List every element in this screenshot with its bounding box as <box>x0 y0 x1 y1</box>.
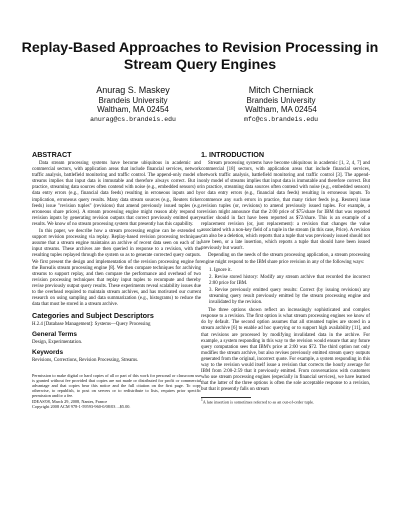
list-item: 2. Revise stored history: Modify any stream archive that recorded the incorrect 2:00 price for IBM. <box>209 274 370 286</box>
intro-paragraph-3: The three options shown reflect an increasingly sophisticated and complex response to a revision. The first option is what stream processing engines we know of do by default. The second option assumes that all streamed tuples are stored in a stream archive [6] to enable ad hoc querying or to support high availability [11], and that revisions are processed by modifying invalidated data in the archive. For example, a system responding in this way to the revision would ensure that any future query computation sees that IBM's price at 2:00 was $72. The third option not only modifies the stream archive, but also revises previously emitted stream query outputs generated from the original, incorrect quote. For example, a system responding in this way to the revision would itself issue a revision that corrects the hourly average for IBM from 2:00-2:59 that it previously emitted. From conversations with customers who use stream processing engines (especially in financial services), we have learned that the latter of the three options is often the sole acceptable response to a revision, but that it presently falls on stream <box>201 308 370 393</box>
footnote-marker: 1 <box>201 398 203 403</box>
abstract-paragraph-2: In this paper, we describe how a stream processing engine can be extended to support revision processing via replay. Replay-based revision processing techniques assume that a stream engine maintains an archive of recent data seen on each of its input streams. These archives are then queried in response to a revision, with the resulting tuples replayed through the system so as to generate corrected query outputs. We first present the design and implementation of the revision processing engine for the Borealis stream processing engine [8]. We then compare techniques for archiving streams to support replay, and then compare the performance and overhead of two revision processing techniques that replay input tuples to recompute and thereby revise previously output query results. These experiments reveal scalability issues due to the overhead required to maintain stream archives, and has motivated our current research on using sampling and data summarization (e.g., histograms) to reduce the data that must be stored in a stream archive. <box>32 229 201 308</box>
author-affiliation: Brandeis University <box>246 95 316 105</box>
author-email: anurag@cs.brandeis.edu <box>90 115 176 123</box>
list-item: 1. Ignore it. <box>209 267 232 273</box>
author-block-2 <box>206 86 356 124</box>
left-column <box>32 150 201 409</box>
paper-title <box>0 40 400 74</box>
permission-text: Permission to make digital or hard copies of all or part of this work for personal or classroom use is granted without fee provided that copies are not made or distributed for profit or commercial advantage and that copies bear this notice and the full citation on the first page. To copy otherwise, to republish, to post on servers or to redistribute to lists, requires prior specific permission and/or a fee. <box>32 372 201 399</box>
abstract-heading: ABSTRACT <box>32 150 72 159</box>
author-address: Waltham, MA 02454 <box>245 105 317 114</box>
author-name: Mitch Cherniack <box>248 85 314 95</box>
response-options-list <box>209 268 370 307</box>
permission-notice <box>32 373 201 409</box>
intro-paragraph-1: Stream processing systems have become ubiquitous in academic [1, 2, 4, 7] and commercial [18] sectors, with application areas that include financial services, network traffic analysis, battlefield monitoring and traffic control [3]. The append-only model of streams implies that input data is immutable and therefore correct. But in practice, streaming data sources often contend with noise (e.g., embedded sensors) or data entry errors (e.g., financial data feeds) resulting in erroneous inputs. To commence any such errors in practice, that many ticker feeds (e.g. Reuters) issue revision tuples (or, revisions) to amend previously issued tuples. For example, a revision might announce that the 2:00 price of $75/share for IBM that was reported earlier should in fact have been reported as $72/share. This is an example of a replacement revision (or, just replacement): a revision that changes the value associated with a non-key field of a tuple in the stream (in this case, Price). A revision can also be a deletion, which reports that a tuple that was previously issued should not have been, or a late insertion, which reports a tuple that should have been issued previously but wasn't. <box>201 161 370 252</box>
intro-paragraph-2: Depending on the needs of the stream processing application, a stream processing engine might respond to the IBM share price revision in any of the following ways: <box>201 253 370 265</box>
author-affiliation: Brandeis University <box>98 95 168 105</box>
abstract-paragraph-1: Data stream processing systems have become ubiquitous in academic and commercial sectors, with application areas that include financial services, network traffic analysis, battlefield monitoring and traffic control. The append-only model of streams implies that input data is immutable and therefore always correct. But in practice, streaming data sources often contend with noise (e.g., embedded sensors) or data entry errors (e.g., financial data feeds) resulting in erroneous inputs and by implication, erroneous query results. Many data stream sources (e.g., Reuters ticker feeds) issue "revision tuples" (revisions) that amend previously issued tuples (e.g. erroneous share prices). A stream processing engine might reason ably respond to revision inputs by generating revision outputs that correct previously emitted query results. We know of no stream processing system that presently has this capability. <box>32 161 201 227</box>
conference-line: IDEAS'08, March 29, 2008, Nantes, France <box>32 398 108 404</box>
general-terms-text: Design, Experimentation. <box>32 340 83 346</box>
categories-heading: Categories and Subject Descriptors <box>32 311 154 321</box>
author-email: mfc@cs.brandeis.edu <box>243 115 319 123</box>
keywords-text: Revisions, Corrections, Revision Processing, Streams. <box>32 358 139 364</box>
footnote <box>201 398 370 405</box>
title-line-1: Replay-Based Approaches to Revision Processing in <box>21 40 379 56</box>
introduction-heading: 1. INTRODUCTION <box>201 150 265 159</box>
author-address: Waltham, MA 02454 <box>97 105 169 114</box>
author-block-1 <box>58 86 208 124</box>
copyright-line: Copyright 2008 ACM 978-1-59593-960-0/08/03 ...$5.00. <box>32 403 131 409</box>
right-column <box>201 150 370 405</box>
list-item: 3. Revise previously emitted query results: Correct (by issuing revisions) any streaming query result previously emitted by the stream processing engine and invalidated by the revision. <box>209 287 370 306</box>
general-terms-heading: General Terms <box>32 331 78 339</box>
categories-text: H.2.4 [Database Management]: Systems—Query Processing <box>32 322 151 328</box>
title-line-2: Stream Query Engines <box>123 57 277 73</box>
author-name: Anurag S. Maskey <box>96 85 170 95</box>
keywords-heading: Keywords <box>32 349 64 357</box>
footnote-text: A late insertion is sometimes referred to as an out-of-order tuple. <box>202 399 315 405</box>
